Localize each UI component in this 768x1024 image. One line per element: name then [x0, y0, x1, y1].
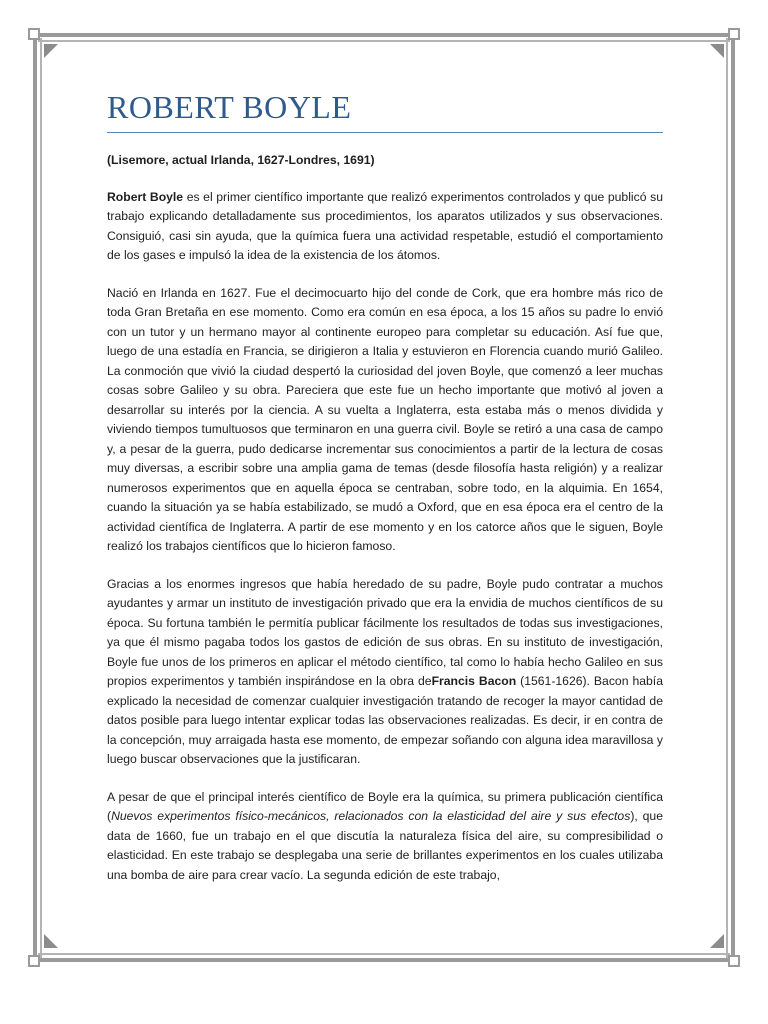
border-top-outer: [38, 33, 730, 37]
corner-triangle-top-left: [44, 44, 58, 58]
corner-ornament-top-right: [728, 28, 740, 40]
corner-ornament-bottom-right: [728, 955, 740, 967]
title-underline-rule: [107, 132, 663, 133]
paragraph-intro-text: es el primer científico importante que realizó experimentos controlados y que publicó su trabajo explicando detalladamente sus procedimientos, los aparatos utilizados y sus observaciones. Consiguió, casi sin ayuda, que la química fuera una actividad respetable, estudió el comportamiento de los gases e impulsó la idea de la existencia de los átomos.: [107, 189, 663, 262]
paragraph-early-life: Nació en Irlanda en 1627. Fue el decimocuarto hijo del conde de Cork, que era hombre más rico de toda Gran Bretaña en ese momento. Como era común en esa época, a los 15 años su padre lo envió con un tutor y un hermano mayor al continente europeo para completar su educación. Así fue que, luego de una estadía en Francia, se dirigieron a Italia y estuvieron en Florencia cuando murió Galileo. La conmoción que vivió la ciudad despertó la curiosidad del joven Boyle, que comenzó a leer muchas cosas sobre Galileo y su obra. Pareciera que este fue un hecho importante que motivó al joven a desarrollar su interés por la ciencia. A su vuelta a Inglaterra, esta estaba más o menos dividida y viviendo tiempos tumultuosos que terminaron en una guerra civil. Boyle se retiró a una casa de campo y, a pesar de la guerra, pudo dedicarse incrementar sus conocimientos a partir de la lectura de cosas muy diversas, a escribir sobre una amplia gama de temas (desde filosofía hasta religión) y a realizar numerosos experimentos que en aquella época se centraban, sobre todo, en la alquimia. En 1654, cuando la situación ya se había estabilizado, se mudó a Oxford, que en esa época era el centro de la actividad científica de Inglaterra. A partir de ese momento y en los catorce años que le siguen, Boyle realizó los trabajos científicos que lo hicieron famoso.: [107, 285, 663, 553]
biography-subtitle: (Lisemore, actual Irlanda, 1627-Londres, 1691): [107, 153, 375, 167]
paragraph-first-publication: [107, 788, 663, 886]
corner-ornament-bottom-left: [28, 955, 40, 967]
document-body: [107, 88, 663, 903]
border-top-inner: [38, 40, 730, 42]
francis-bacon-name: Francis Bacon: [431, 674, 517, 688]
border-bottom-outer: [38, 958, 730, 962]
paragraph-institute: [107, 575, 663, 770]
corner-triangle-bottom-left: [44, 934, 58, 948]
corner-ornament-top-left: [28, 28, 40, 40]
paragraph-institute-text-after: (1561-1626). Bacon había explicado la necesidad de comenzar cualquier investigación tratando de recoger la mayor cantidad de datos posible para luego intentar explicar todas las observaciones realizadas. Es decir, ir en contra de la concepción, muy arraigada hasta ese momento, de empezar soñando con alguna idea maravillosa y luego buscar observaciones que la justificaran.: [107, 674, 663, 766]
border-left-outer: [33, 38, 37, 958]
paragraph-institute-text-before: Gracias a los enormes ingresos que había heredado de su padre, Boyle pudo contratar a muchos ayudantes y armar un instituto de investigación privado que era la envidia de muchos científicos de su época. Su fortuna también le permitía publicar fácilmente los resultados de todas sus investigaciones, ya que él mismo pagaba todos los gastos de edición de sus obras. En su instituto de investigación, Boyle fue unos de los primeros en aplicar el método científico, tal como lo había hecho Galileo en sus propios experimentos y también inspirándose en la obra de: [107, 576, 663, 688]
paragraph-publication-text-after: ), que data de 1660, fue un trabajo en el que discutía la naturaleza física del aire, su compresibilidad o elasticidad. En este trabajo se desplegaba una serie de brillantes experimentos en los cuales utilizaba una bomba de aire para crear vacío. La segunda edición de este trabajo,: [107, 809, 663, 882]
paragraph-publication-text-before: A pesar de que el principal interés científico de Boyle era la química, su primera publicación científica (: [107, 789, 663, 823]
corner-triangle-bottom-right: [710, 934, 724, 948]
publication-title: Nuevos experimentos físico-mecánicos, relacionados con la elasticidad del aire y sus efectos: [111, 809, 631, 823]
border-left-inner: [40, 38, 42, 958]
corner-triangle-top-right: [710, 44, 724, 58]
subject-name: Robert Boyle: [107, 189, 184, 204]
paragraph-intro: [107, 188, 663, 266]
border-bottom-inner: [38, 953, 730, 955]
border-right-inner: [726, 38, 728, 958]
border-right-outer: [731, 38, 735, 958]
document-title: ROBERT BOYLE: [107, 89, 352, 125]
